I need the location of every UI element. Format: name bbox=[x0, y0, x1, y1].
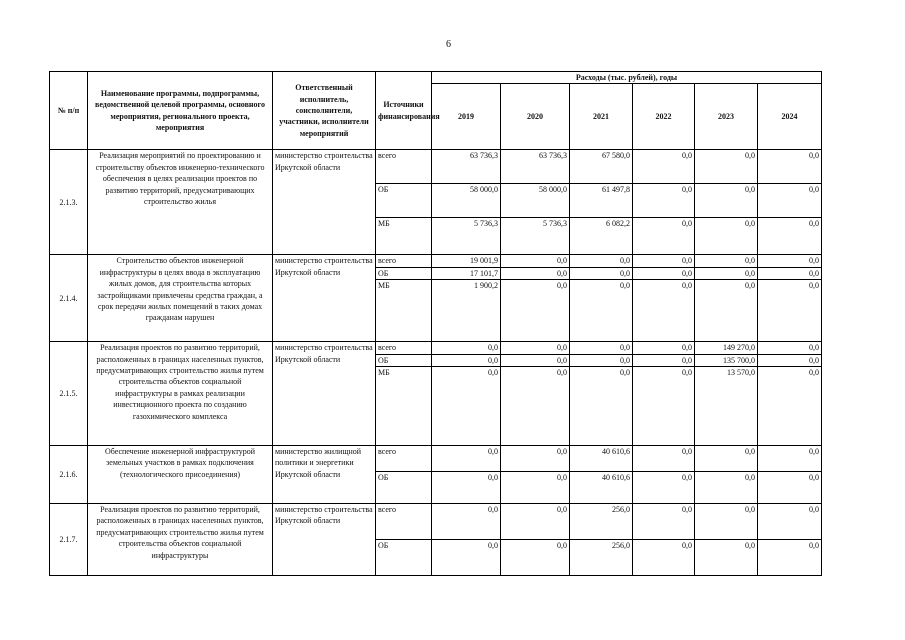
header-no: № п/п bbox=[50, 72, 88, 150]
funding-source: МБ bbox=[376, 367, 432, 446]
value-cell: 0,0 bbox=[501, 342, 570, 354]
value-cell: 0,0 bbox=[758, 184, 822, 218]
value-cell: 0,0 bbox=[695, 446, 758, 472]
value-cell: 0,0 bbox=[633, 150, 695, 184]
value-cell: 63 736,3 bbox=[501, 150, 570, 184]
funding-source: всего bbox=[376, 342, 432, 354]
value-cell: 0,0 bbox=[633, 267, 695, 279]
value-cell: 0,0 bbox=[501, 255, 570, 267]
funding-source: ОБ bbox=[376, 472, 432, 504]
value-cell: 0,0 bbox=[501, 367, 570, 446]
value-cell: 0,0 bbox=[501, 267, 570, 279]
value-cell: 0,0 bbox=[432, 446, 501, 472]
header-year-2022: 2022 bbox=[633, 84, 695, 150]
value-cell: 0,0 bbox=[570, 255, 633, 267]
value-cell: 61 497,8 bbox=[570, 184, 633, 218]
item-number: 2.1.6. bbox=[50, 446, 88, 504]
table-row bbox=[50, 504, 822, 540]
header-year-2020: 2020 bbox=[501, 84, 570, 150]
value-cell: 0,0 bbox=[695, 218, 758, 255]
value-cell: 0,0 bbox=[432, 472, 501, 504]
value-cell: 58 000,0 bbox=[501, 184, 570, 218]
value-cell: 0,0 bbox=[695, 255, 758, 267]
item-number: 2.1.4. bbox=[50, 255, 88, 342]
value-cell: 0,0 bbox=[501, 354, 570, 366]
value-cell: 0,0 bbox=[501, 504, 570, 540]
value-cell: 135 700,0 bbox=[695, 354, 758, 366]
funding-source: МБ bbox=[376, 280, 432, 342]
value-cell: 0,0 bbox=[432, 540, 501, 576]
item-number: 2.1.7. bbox=[50, 504, 88, 576]
value-cell: 5 736,3 bbox=[501, 218, 570, 255]
value-cell: 17 101,7 bbox=[432, 267, 501, 279]
value-cell: 19 001,9 bbox=[432, 255, 501, 267]
item-name: Реализация проектов по развитию территорий, расположенных в границах населенных пунктов, предусматривающих строительство жилья путем строительства объектов социальной инфраструктуры bbox=[88, 504, 273, 576]
value-cell: 0,0 bbox=[633, 255, 695, 267]
value-cell: 0,0 bbox=[633, 354, 695, 366]
value-cell: 0,0 bbox=[758, 255, 822, 267]
item-number: 2.1.3. bbox=[50, 150, 88, 255]
value-cell: 149 270,0 bbox=[695, 342, 758, 354]
value-cell: 0,0 bbox=[758, 150, 822, 184]
item-name: Строительство объектов инженерной инфраструктуры в целях ввода в эксплуатацию жилых домов, для строительства которых застройщиками привлечены средства граждан, а срок передачи жилых помещений в таких домах гражданам нарушен bbox=[88, 255, 273, 342]
funding-source: ОБ bbox=[376, 184, 432, 218]
value-cell: 0,0 bbox=[501, 280, 570, 342]
value-cell: 0,0 bbox=[758, 218, 822, 255]
value-cell: 63 736,3 bbox=[432, 150, 501, 184]
value-cell: 0,0 bbox=[570, 367, 633, 446]
value-cell: 0,0 bbox=[501, 472, 570, 504]
value-cell: 0,0 bbox=[695, 472, 758, 504]
value-cell: 0,0 bbox=[633, 342, 695, 354]
item-name: Реализация проектов по развитию территорий, расположенных в границах населенных пунктов, предусматривающих строительство жилья путем строительства объектов социальной инфраструктуры в рамках реализации инвестиционного проекта по созданию газохимического комплекса bbox=[88, 342, 273, 446]
value-cell: 0,0 bbox=[501, 446, 570, 472]
header-year-2023: 2023 bbox=[695, 84, 758, 150]
value-cell: 0,0 bbox=[633, 540, 695, 576]
value-cell: 0,0 bbox=[432, 367, 501, 446]
value-cell: 0,0 bbox=[758, 540, 822, 576]
value-cell: 0,0 bbox=[695, 540, 758, 576]
value-cell: 0,0 bbox=[695, 267, 758, 279]
value-cell: 67 580,0 bbox=[570, 150, 633, 184]
funding-source: ОБ bbox=[376, 267, 432, 279]
value-cell: 1 900,2 bbox=[432, 280, 501, 342]
value-cell: 0,0 bbox=[570, 280, 633, 342]
header-expenses: Расходы (тыс. рублей), годы bbox=[432, 72, 822, 84]
value-cell: 0,0 bbox=[570, 342, 633, 354]
value-cell: 0,0 bbox=[633, 184, 695, 218]
item-responsible: министерство жилищной политики и энергетики Иркутской области bbox=[273, 446, 376, 504]
item-responsible: министерство строительства Иркутской области bbox=[273, 504, 376, 576]
header-sources: Источники финансирования bbox=[376, 72, 432, 150]
value-cell: 0,0 bbox=[758, 342, 822, 354]
value-cell: 256,0 bbox=[570, 504, 633, 540]
value-cell: 0,0 bbox=[695, 150, 758, 184]
table-row bbox=[50, 150, 822, 184]
funding-source: всего bbox=[376, 504, 432, 540]
header-name: Наименование программы, подпрограммы, ведомственной целевой программы, основного мероприятия, регионального проекта, мероприятия bbox=[88, 72, 273, 150]
value-cell: 0,0 bbox=[695, 280, 758, 342]
value-cell: 40 610,6 bbox=[570, 446, 633, 472]
item-name: Обеспечение инженерной инфраструктурой земельных участков в рамках подключения (технологического присоединения) bbox=[88, 446, 273, 504]
item-number: 2.1.5. bbox=[50, 342, 88, 446]
value-cell: 13 570,0 bbox=[695, 367, 758, 446]
value-cell: 0,0 bbox=[570, 354, 633, 366]
value-cell: 0,0 bbox=[633, 472, 695, 504]
value-cell: 0,0 bbox=[758, 267, 822, 279]
value-cell: 58 000,0 bbox=[432, 184, 501, 218]
funding-source: всего bbox=[376, 255, 432, 267]
value-cell: 5 736,3 bbox=[432, 218, 501, 255]
item-responsible: министерство строительства Иркутской области bbox=[273, 150, 376, 255]
value-cell: 0,0 bbox=[758, 367, 822, 446]
value-cell: 0,0 bbox=[758, 472, 822, 504]
page-number: 6 bbox=[446, 39, 451, 50]
value-cell: 0,0 bbox=[432, 342, 501, 354]
table-row bbox=[50, 446, 822, 472]
value-cell: 6 082,2 bbox=[570, 218, 633, 255]
table-row bbox=[50, 255, 822, 267]
value-cell: 256,0 bbox=[570, 540, 633, 576]
value-cell: 0,0 bbox=[570, 267, 633, 279]
value-cell: 0,0 bbox=[695, 504, 758, 540]
value-cell: 0,0 bbox=[633, 446, 695, 472]
value-cell: 0,0 bbox=[633, 367, 695, 446]
value-cell: 0,0 bbox=[633, 504, 695, 540]
value-cell: 40 610,6 bbox=[570, 472, 633, 504]
header-year-2021: 2021 bbox=[570, 84, 633, 150]
value-cell: 0,0 bbox=[432, 354, 501, 366]
value-cell: 0,0 bbox=[432, 504, 501, 540]
value-cell: 0,0 bbox=[501, 540, 570, 576]
value-cell: 0,0 bbox=[633, 218, 695, 255]
funding-source: МБ bbox=[376, 218, 432, 255]
item-responsible: министерство строительства Иркутской области bbox=[273, 255, 376, 342]
value-cell: 0,0 bbox=[695, 184, 758, 218]
value-cell: 0,0 bbox=[758, 446, 822, 472]
item-responsible: министерство строительства Иркутской области bbox=[273, 342, 376, 446]
value-cell: 0,0 bbox=[633, 280, 695, 342]
funding-source: всего bbox=[376, 150, 432, 184]
funding-source: всего bbox=[376, 446, 432, 472]
expenditure-table bbox=[49, 71, 822, 576]
header-year-2019: 2019 bbox=[432, 84, 501, 150]
funding-source: ОБ bbox=[376, 354, 432, 366]
funding-source: ОБ bbox=[376, 540, 432, 576]
value-cell: 0,0 bbox=[758, 280, 822, 342]
table-row bbox=[50, 342, 822, 354]
value-cell: 0,0 bbox=[758, 504, 822, 540]
value-cell: 0,0 bbox=[758, 354, 822, 366]
header-year-2024: 2024 bbox=[758, 84, 822, 150]
item-name: Реализация мероприятий по проектированию и строительству объектов инженерно-технического обеспечения в целях реализации проектов по развитию территорий, предусматривающих строительство жилья bbox=[88, 150, 273, 255]
header-responsible: Ответственный исполнитель, соисполнители, участники, исполнители мероприятий bbox=[273, 72, 376, 150]
